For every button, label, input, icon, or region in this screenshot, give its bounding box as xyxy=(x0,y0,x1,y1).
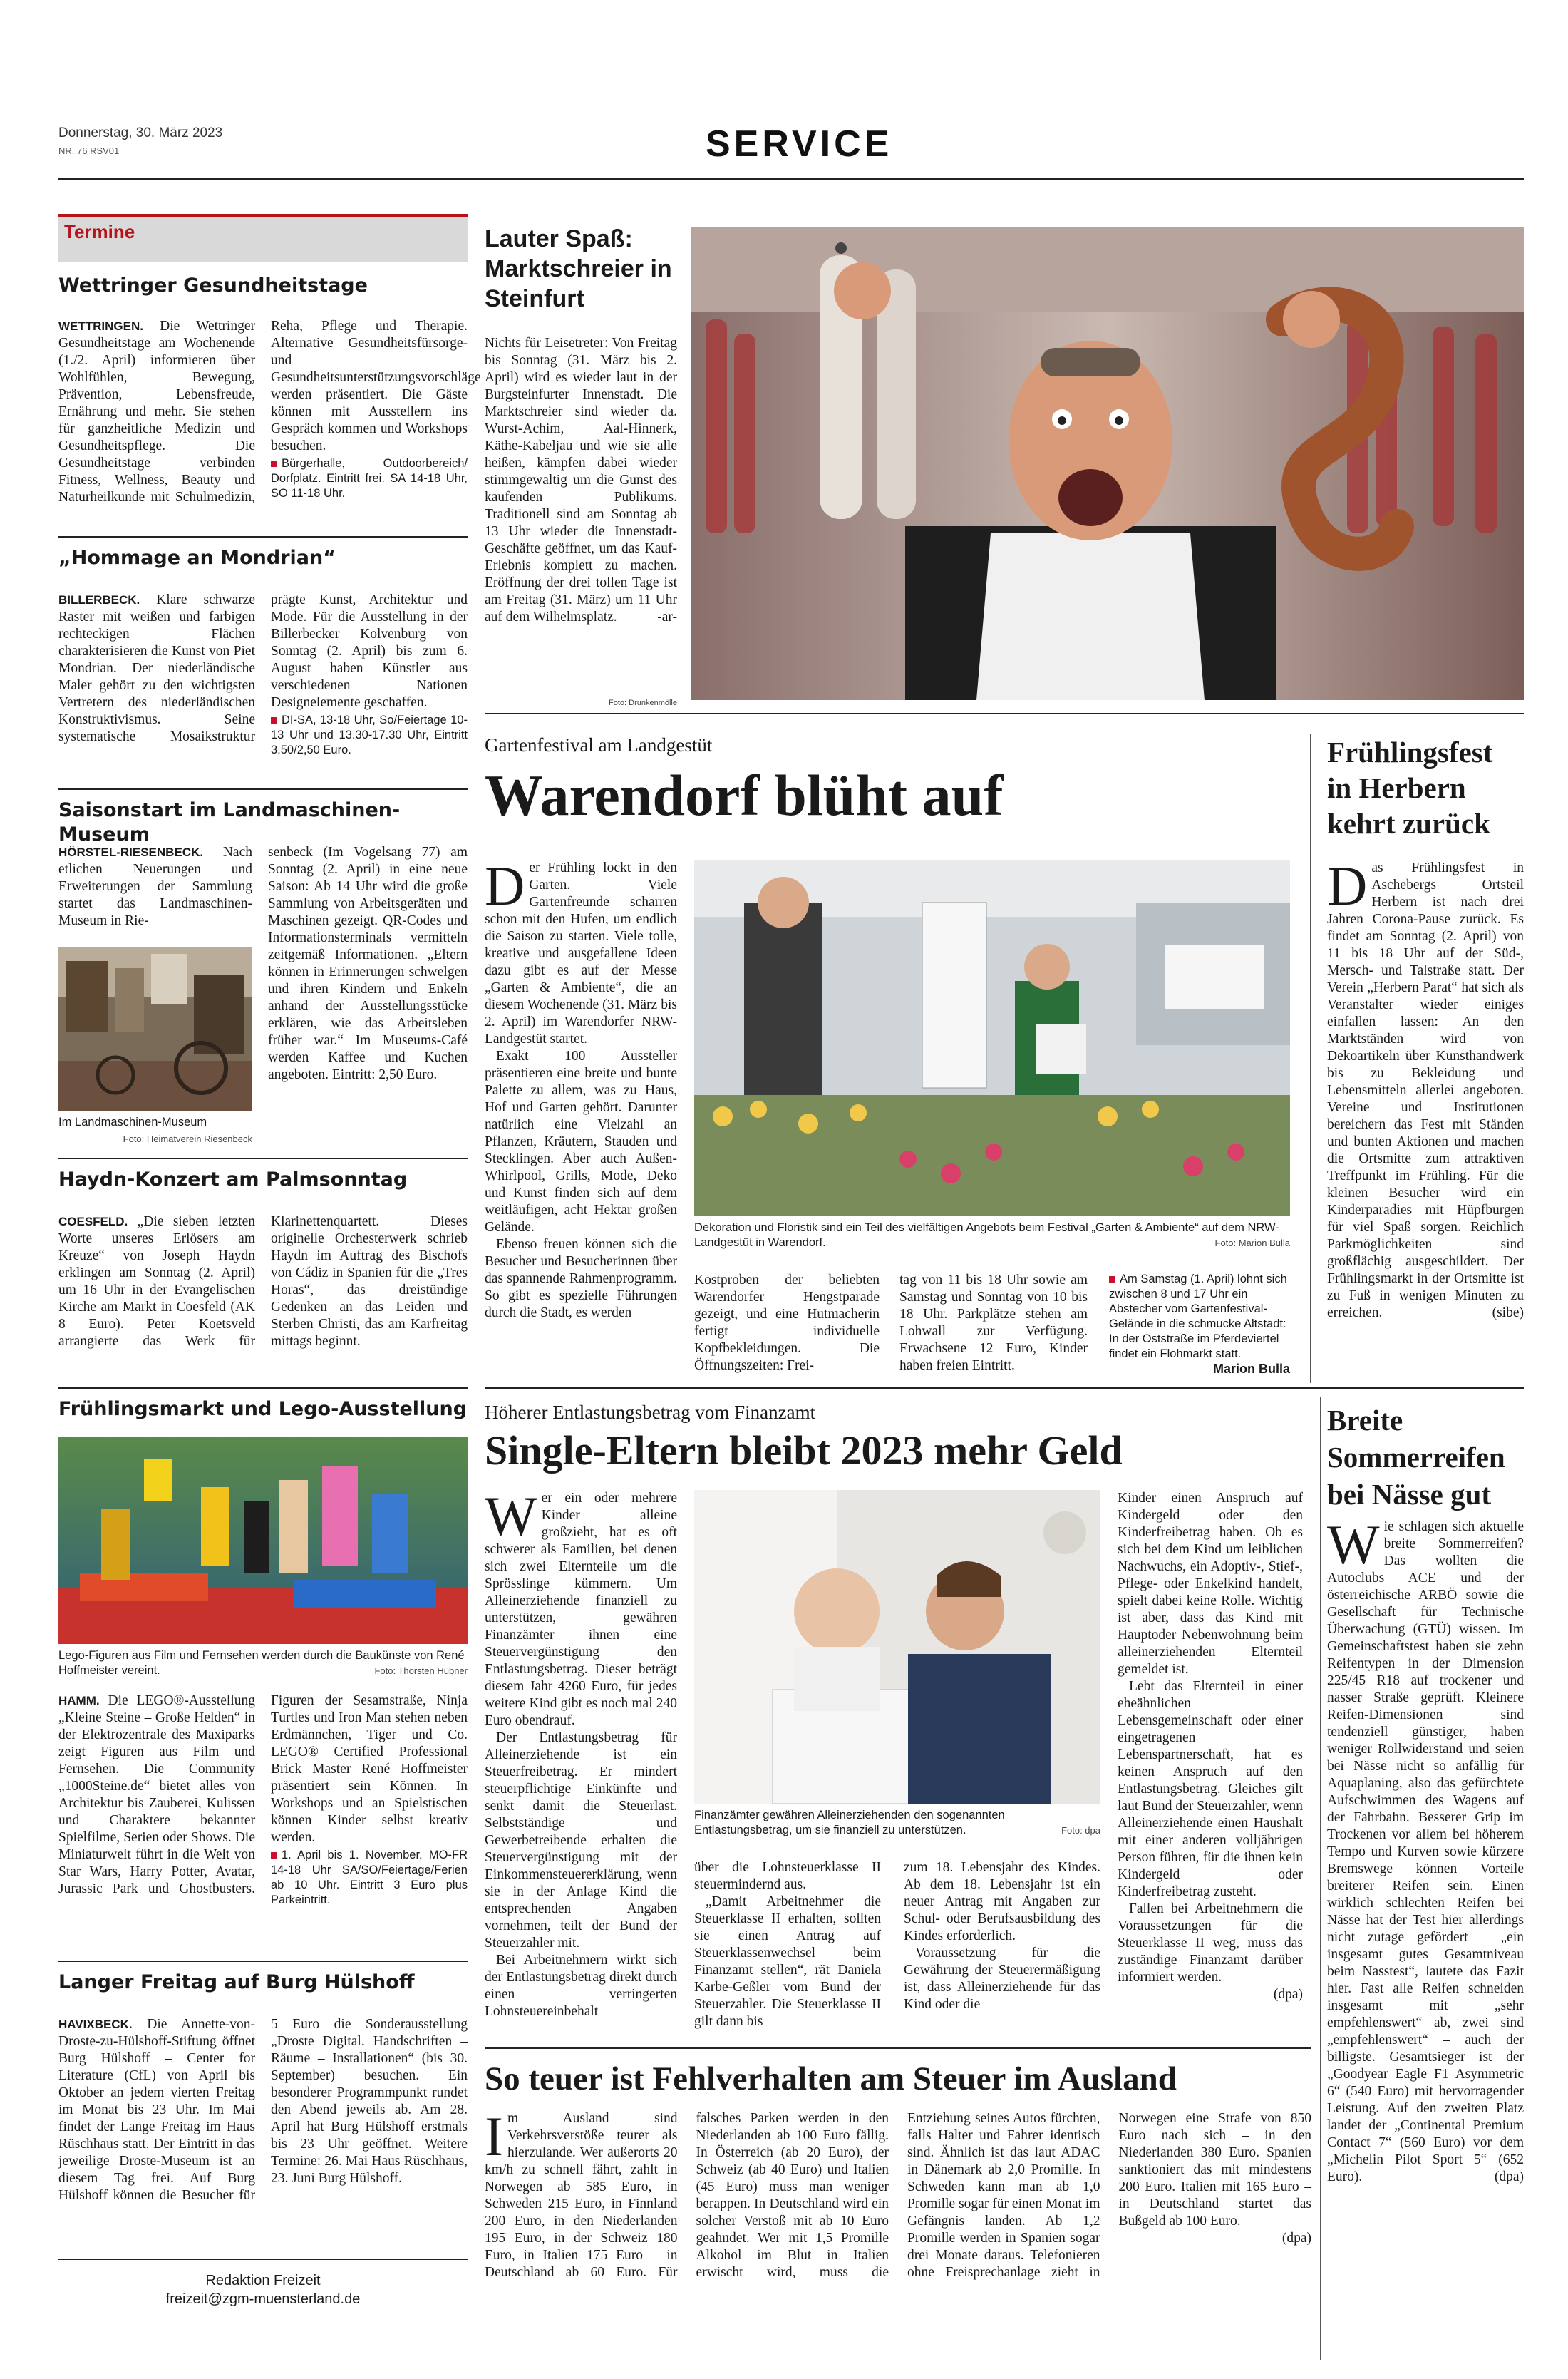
museum-credit: Foto: Heimatverein Riesenbeck xyxy=(123,1134,252,1144)
divider xyxy=(58,1158,468,1159)
marktschreier-body: Nichts für Leisetreter: Von Freitag bis Sonntag (31. März bis 2. April) wird es wieder laut in der Burgsteinfurter Innenstadt. Die Marktschreier sind wieder da. Wurst-Achim, Aal-Hinnerk, Käthe-Kabeljau und wie sie alle heißen, kämpfen dabei wieder stimmgewaltig um die Gunst des kaufenden Publikums. Traditionell sind am Sonntag ab 13 Uhr wieder die Innenstadt-Geschäfte geöffnet, um das Kauf-Erlebnis komplett zu machen. Eröffnung der drei tollen Tage ist am Freitag (31. März) um 11 Uhr auf dem Wilhelmsplatz. -ar- xyxy=(485,336,677,625)
warendorf-col2: Kostproben der beliebten Warendorfer Hengstparade gezeigt, und eine Hutmacherin fertigt individuelle Kopfbekleidungen. Die Öffnungszeiten: Frei- xyxy=(694,1273,880,1373)
column-divider xyxy=(1320,1397,1321,2360)
termine-label-bar xyxy=(58,214,468,262)
divider xyxy=(485,2047,1311,2049)
single-parent-caption: Finanzämter gewähren Alleinerziehenden den sogenannten Entlastungsbetrag, um sie finanziell zu unterstützen. xyxy=(694,1809,1005,1836)
warendorf-headline: Warendorf blüht auf xyxy=(485,763,1004,828)
divider xyxy=(58,1387,468,1389)
lego-credit: Foto: Thorsten Hübner xyxy=(374,1665,468,1676)
divider xyxy=(58,2259,468,2260)
marktschreier-title: Lauter Spaß: Marktschreier in Steinfurt xyxy=(485,225,672,312)
garden-festival-photo xyxy=(694,860,1290,1216)
termine-item-body: HAMM. Die LEGO®-Ausstellung „Kleine Steine – Große Helden“ in der Elektrozentrale des Maxiparks zeigt Figuren aus Film und Fernsehen. Die Community „1000Steine.de“ bietet alles von Architektur bis Zauberei, Kulissen und Charaktere bekannter Spielfilme, Serien oder Shows. Die Miniaturwelt führt in die Welt von Star Wars, Harry Potter, Avatar, Jurassic Park und Ghostbusters. Figuren der Sesamstraße, Ninja Turtles und Iron Man stehen neben Erdmännchen, Tiger und Co. LEGO® Certified Professional Brick Master René Hoffmeister präsentiert sein Können. In Workshops und an Spielstischen können Kinder selbst kreativ werden. 1. April bis 1. November, MO-FR 14-18 Uhr SA/SO/Feiertage/Ferien ab 10 Uhr. Eintritt 3 Euro plus Parkeintritt. xyxy=(58,1693,468,1906)
termine-item-body: COESFELD. „Die sieben letzten Worte unseres Erlösers am Kreuze“ von Joseph Haydn erklingen am Sonntag (2. April) um 16 Uhr in der Evangelischen Kirche am Markt in Coesfeld (AK 8 Euro). Peter Koetsveld arrangierte das Werk für Klarinettenquartett. Dieses originelle Orchesterwerk schrieb Haydn im Auftrag des Bischofs von Cádiz in Spanien für die „Tres Horas“, das dreistündige Gedenken an das Leiden und Sterben Christi, das am Karfreitag mittags beginnt. xyxy=(58,1214,468,1349)
singleeltern-col3: zum 18. Lebensjahr des Kindes. Ab dem 18. Lebensjahr ist ein neuer Antrag mit Angaben zur Schul- oder Berufsausbildung des Kindes erforderlich. Voraussetzung für die Gewährung der Steuerermäßigung ist, dass Alleinerziehende für das Kind oder die xyxy=(904,1860,1100,2012)
termine-item-title: Haydn-Konzert am Palmsonntag xyxy=(58,1168,408,1191)
section-title: SERVICE xyxy=(706,123,893,165)
sommerreifen-body: Wie schlagen sich aktuelle breite Sommerreifen? Das wollten die Autoclubs ACE und der österreichische ARBÖ sowie die Gesellschaft für Technische Überwachung (GTÜ) wissen. Im Gemeinschaftstest haben sie zehn Reifentypen in der Dimension 225/45 R18 auf trockener und nasser Straße geprüft. Kleinere Reifen-Dimensionen sind tendenziell günstiger, haben weniger Rollwiderstand und seien bei Nässe nicht so anfällig für Aquaplaning, also das gefürchtete Aufschwimmen des Wagens auf der Fahrbahn. Besserer Grip im Trockenen vor allem bei höherem Tempo und Kurven sowie kürzere Bremswege können Vorteile breiterer Reifen sein. Einen wirklich schlechten Reifen bei Nässe hat der Test hier allerdings nicht zutage gefördert – „ein insgesamt gutes Gesamtniveau beim Nasstest“, lautete das Fazit hier. Fast alle Reifen schneiden insgesamt mit „sehr empfehlenswert“ ab, zwei sind „empfehlenswert“ – auch der billigste. Gesamtsieger ist der „Goodyear Eagle F1 Asymmetric 6“ (540 Euro) mit hervorragender Leistung. Auf den zweiten Platz landet der „Continental Premium Contact 7“ (560 Euro) vor dem „Michelin Pilot Sport 5“ (652 Euro). (dpa) xyxy=(1327,1514,1524,2184)
termine-item-body-col2: senbeck (Im Vogelsang 77) am Sonntag (2. April) in eine neue Saison: Ab 14 Uhr wird die große Sammlung von Arbeitsgeräten und Maschinen gezeigt. QR-Codes und Informationsterminals vermitteln zeitgemäß Informationen. „Eltern können in Erinnerungen schwelgen und ihren Kindern und Enkeln anhand der Ausstellungsstücke erklären, wie das Arbeitsleben früher war.“ Im Museums-Café werden Kaffee und Kuchen angeboten. Eintritt: 2,50 Euro. xyxy=(268,845,468,1082)
termine-accent-rule xyxy=(58,214,468,217)
garden-festival-credit: Foto: Marion Bulla xyxy=(1214,1238,1290,1248)
termine-item-title: Wettringer Gesundheitstage xyxy=(58,274,368,297)
lego-photo xyxy=(58,1437,468,1644)
marktschreier-credit: Foto: Drunkenmölle xyxy=(609,699,677,707)
redaktion-email[interactable]: freizeit@zgm-muensterland.de xyxy=(165,2291,361,2307)
divider xyxy=(485,713,1524,714)
singleeltern-headline: Single-Eltern bleibt 2023 mehr Geld xyxy=(485,1427,1123,1474)
warendorf-info: Am Samstag (1. April) lohnt sich zwischen 8 und 17 Uhr ein Abstecher vom Gartenfestival-Gelände in die schmucke Altstadt: In der Oststraße im Pferdeviertel findet ein Flohmarkt statt. Marion Bulla xyxy=(1109,1273,1290,1376)
termine-item-body: HAVIXBECK. Die Annette-von-Droste-zu-Hülshoff-Stiftung öffnet Burg Hülshoff – Center for Literature (CfL) von April bis Oktober an jedem vierten Freitag im Monat bis 23 Uhr. Im Mai findet der Lange Freitag im Haus Rüschhaus statt. Der Eintritt in das jeweilige Droste-Museum ist an diesem Tag frei. Auf Burg Hülshoff können die Besucher für 5 Euro die Sonderausstellung „Droste Digital. Handschriften – Räume – Installationen“ (bis 30. September) besuchen. Ein besonderer Programmpunkt rundet den Abend jeweils ab. Am 28. April hat Burg Hülshoff erstmals bis 23 Uhr geöffnet. Weitere Termine: 26. Mai Haus Rüschhaus, 23. Juni Burg Hülshoff. xyxy=(58,2017,468,2203)
divider xyxy=(485,1387,1524,1389)
herbern-body: Das Frühlingsfest in Aschebergs Ortsteil Herbern ist nach drei Jahren Corona-Pause zurück. Es findet am Sonntag (2. April) von 11 bis 18 Uhr auf der Süd-, Mersch- und Talstraße statt. Der Verein „Herbern Parat“ hat sich als Veranstalter wieder einiges einfallen lassen: An den Marktständen wird von Dekoartikeln über Kunsthandwerk bis zu Bekleidung und Lebensmitteln allerlei angeboten. Vereine und Institutionen bereichern das Fest mit Ständen und bunten Aktionen und machen die Ortsmitte zum attraktiven Treffpunkt im Frühling. Für die kleinen Besucher wird ein Kinderparadies mit Hüpfburgen für viel Spaß sorgen. Reichlich Parkmöglichkeiten sind großflächig ausgeschildert. Der Frühlingsmarkt in der Ortsmitte ist zu Fuß in wenigen Minuten zu erreichen. (sibe) xyxy=(1327,855,1524,1320)
termine-item-title: Langer Freitag auf Burg Hülshoff xyxy=(58,1971,415,1993)
single-parent-photo xyxy=(694,1490,1100,1804)
herbern-headline: Frühlingsfest in Herbern kehrt zurück xyxy=(1327,736,1493,840)
termine-item-title: „Hommage an Mondrian“ xyxy=(58,547,336,569)
marktschreier-photo xyxy=(691,227,1524,700)
singleeltern-col1: Wer ein oder mehrere Kinder alleine großzieht, hat es oft schwerer als Familien, bei denen sich zwei Elternteile um die Sprösslinge kümmern. Um Alleinerziehende finanziell zu unterstützen, gewähren Finanzämter ihnen eine Steuervergünstigung – den Entlastungsbetrag. Dieser beträgt diesem Jahr 4260 Euro, für jedes weitere Kind gibt es noch mal 240 Euro obendrauf. Der Entlastungsbetrag für Alleinerziehende ist ein Steuerfreibetrag. Er mindert steuerpflichtige Einkünfte und senkt damit die Steuerlast. Selbstständige und Gewerbetreibende erhalten die Steuervergünstigung mit der Einkommensteuererklärung, wenn sie in der Anlage Kind die entsprechenden Angaben vornehmen, teilt der Bund der Steuerzahler mit. Bei Arbeitnehmern wirkt sich der Entlastungsbetrag direkt durch einen verringerten Lohnsteuereinbehalt xyxy=(485,1485,677,2019)
termine-item-title: Saisonstart im Landmaschinen-Museum xyxy=(58,799,401,846)
divider xyxy=(58,1961,468,1962)
masthead-rule xyxy=(58,178,1524,180)
warendorf-author: Marion Bulla xyxy=(1212,1362,1290,1376)
ausland-headline: So teuer ist Fehlverhalten am Steuer im Ausland xyxy=(485,2060,1177,2097)
divider xyxy=(58,536,468,538)
warendorf-col3: tag von 11 bis 18 Uhr sowie am Samstag und Sonntag von 10 bis 18 Uhr. Parkplätze stehen am Lohwall zur Verfügung. Erwachsene 12 Euro, Kinder haben freien Eintritt. xyxy=(899,1273,1088,1373)
warendorf-kicker: Gartenfestival am Landgestüt xyxy=(485,734,713,756)
single-parent-credit: Foto: dpa xyxy=(1061,1825,1100,1836)
termine-label: Termine xyxy=(64,221,135,242)
termine-item-body: WETTRINGEN. Die Wettringer Gesundheitstage am Wochenende (1./2. April) informieren über Wohlfühlen, Bewegung, Prävention, Lebensfreude, Ernährung und mehr. Sie stehen für ganzheitliche Medizin und Gesundheitspflege. Die Gesundheitstage verbinden Fitness, Wellness, Beauty und Naturheilkunde mit Schulmedizin, Reha, Pflege und Therapie. Alternative Gesundheitsfürsorge- und Gesundheitsunterstützungsvorschläge werden präsentiert. Die Gäste können mit Ausstellern ins Gespräch kommen und Workshops besuchen. Bürgerhalle, Outdoorbereich/ Dorfplatz. Eintritt frei. SA 14-18 Uhr, SO 11-18 Uhr. xyxy=(58,319,481,505)
singleeltern-col2: über die Lohnsteuerklasse II steuermindernd aus. „Damit Arbeitnehmer die Steuerklasse II erhalten, sollten sie einen Antrag auf Steuerklassenwechsel beim Finanzamt stellen“, rät Daniela Karbe-Geßler vom Bund der Steuerzahler. Die Steuerklasse II gilt dann bis xyxy=(694,1860,881,2029)
termine-item-body: BILLERBECK. Klare schwarze Raster mit weißen und farbigen rechteckigen Flächen charakterisieren die Kunst von Piet Mondrian. Der niederländische Maler gehört zu den wichtigsten Vertretern des niederländischen Konstruktivismus. Seine systematische Mosaikstruktur prägte Kunst, Architektur und Mode. Für die Ausstellung in der Billerbecker Kolvenburg von Sonntag (2. April) bis zum 6. August haben Künstler aus verschiedenen Nationen Designelemente geschaffen. DI-SA, 13-18 Uhr, So/Feiertage 10-13 Uhr und 13.30-17.30 Uhr, Eintritt 3,50/2,50 Euro. xyxy=(58,592,468,756)
edition-number: NR. 76 RSV01 xyxy=(58,145,120,156)
column-divider xyxy=(1310,734,1311,1383)
garden-festival-caption: Dekoration und Floristik sind ein Teil des vielfältigen Angebots beim Festival „Garten & Ambiente“ auf dem NRW-Landgestüt in Warendorf. xyxy=(694,1221,1279,1249)
museum-photo xyxy=(58,947,252,1111)
ausland-body: Im Ausland sind Verkehrsverstöße teurer als hierzulande. Wer außerorts 20 km/h zu schnell fährt, zahlt in Norwegen ab 585 Euro, in Schweden 215 Euro, in Finnland 200 Euro, in den Niederlanden 195 Euro, in der Schweiz 180 Euro, in Italien 175 Euro – in Deutschland ab 60 Euro. Für falsches Parken werden in den Niederlanden ab 100 Euro fällig. In Österreich (ab 20 Euro), der Schweiz (ab 40 Euro) und Italien (45 Euro) muss man weniger berappen. In Deutschland wird ein solcher Verstoß mit ab 10 Euro geahndet. Wer mit 1,5 Promille Alkohol im Blut in Italien erwischt wird, muss die Entziehung seines Autos fürchten, falls Halter und Fahrer identisch sind. Ähnlich ist das laut ADAC in Dänemark ab 2,0 Promille. In Schweden kann man ab 1,0 Promille sogar für einen Monat im Gefängnis landen. Ab 1,2 Promille werden in Spanien sogar drei Monate daraus. Telefonieren ohne Freisprechanlage zieht in Norwegen eine Strafe von 850 Euro nach sich – in den Niederlanden 380 Euro. Spanien sanktioniert das mit mindestens 200 Euro. Italien mit 165 Euro – in Deutschland startet das Bußgeld ab 100 Euro. (dpa) xyxy=(485,2105,1311,2280)
termine-item-title: Frühlingsmarkt und Lego-Ausstellung xyxy=(58,1398,468,1420)
divider xyxy=(58,788,468,790)
redaktion-name: Redaktion Freizeit xyxy=(205,2273,321,2288)
museum-caption: Im Landmaschinen-Museum xyxy=(58,1116,207,1129)
issue-date: Donnerstag, 30. März 2023 xyxy=(58,125,223,140)
singleeltern-kicker: Höherer Entlastungsbetrag vom Finanzamt xyxy=(485,1402,816,1423)
termine-item-body-col1: HÖRSTEL-RIESENBECK. Nach etlichen Neuerungen und Erweiterungen der Sammlung startet das Landmaschinen-Museum in Rie- xyxy=(58,845,252,928)
warendorf-col1: Der Frühling lockt in den Garten. Viele Gartenfreunde scharren schon mit den Hufen, um endlich die Saison zu starten. Viele tolle, kreative und ausgefallene Ideen dazu gibt es auf der Messe „Garten & Ambiente“, die an diesem Wochenende (31. März bis 2. April) im Warendorfer NRW-Landgestüt startet. Exakt 100 Aussteller präsentieren eine breite und bunte Palette zu allem, was zu Haus, Hof und Garten gehört. Darunter natürlich eine Vielzahl an Pflanzen, Kräutern, Stauden und Stecklingen. Aber auch Außen-Whirlpool, Grills, Mode, Deko und Kunst finden sich auf dem weitläufigen, acht Hektar großen Gelände. Ebenso freuen können sich die Besucher und Besucherinnen über das spannende Rahmenprogramm. So gibt es spezielle Führungen durch die Stadt, es werden xyxy=(485,855,677,1320)
lego-caption: Lego-Figuren aus Film und Fernsehen werden durch die Baukünste von René Hoffmeister vereint. xyxy=(58,1649,465,1677)
singleeltern-col4: Kinder einen Anspruch auf Kindergeld oder den Kinderfreibetrag haben. Ob es sich bei dem Kind um leiblichen Nachwuchs, ein Adoptiv-, Stief-, Pflege- oder Enkelkind handelt, spielt dabei keine Rolle. Wichtig ist aber, dass das Kind mit Hauptoder Nebenwohnung beim alleinerziehenden Elternteil gemeldet ist. Lebt das Elternteil in einer eheähnlichen Lebensgemeinschaft oder einer eingetragenen Lebenspartnerschaft, hat es keinen Anspruch auf den Entlastungsbetrag. Gleiches gilt laut Bund der Steuerzahler, wenn Alleinerziehende einen Haushalt mit einer anderen volljährigen Person führen, für die ihnen kein Kindergeld oder Kinderfreibetrag zusteht. Fallen bei Arbeitnehmern die Voraussetzungen für die Steuerklasse II weg, muss das zuständige Finanzamt darüber informiert werden. (dpa) xyxy=(1118,1491,1303,2002)
redaktion-footer xyxy=(58,2271,468,2308)
sommerreifen-headline: Breite Sommerreifen bei Nässe gut xyxy=(1327,1404,1505,1511)
